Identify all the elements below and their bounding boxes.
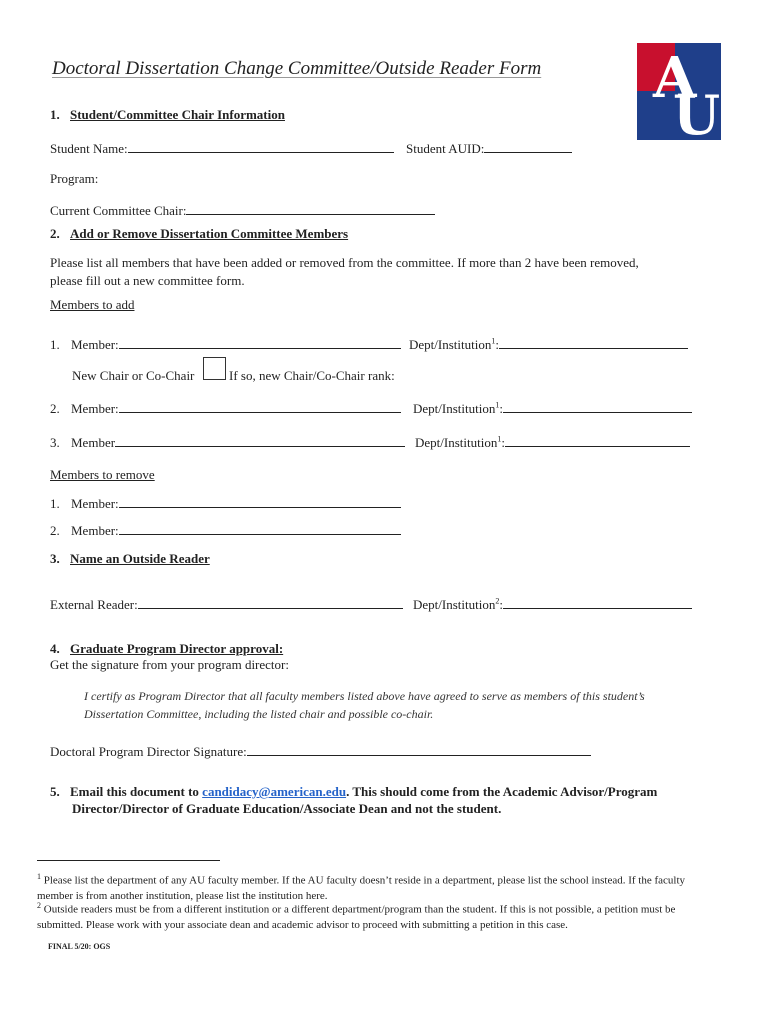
remove-member-1-field[interactable] bbox=[119, 495, 401, 508]
section1-number: 1. bbox=[50, 107, 60, 122]
add-member-1-dept-row bbox=[409, 336, 688, 353]
footnote-divider bbox=[37, 860, 220, 861]
section2-instructions-2: please fill out a new committee form. bbox=[50, 273, 245, 288]
section1-heading bbox=[50, 107, 285, 123]
section4-title: Graduate Program Director approval: bbox=[70, 641, 284, 656]
add-member-3-dept-field[interactable] bbox=[505, 434, 690, 447]
remove-member-2-label: Member: bbox=[71, 523, 119, 538]
footnote-ref-1: 1 bbox=[497, 434, 502, 444]
section5-text-before: Email this document to bbox=[70, 784, 203, 799]
section4-number: 4. bbox=[50, 641, 60, 656]
add-member-2-dept-row bbox=[413, 400, 692, 417]
add-member-2-field[interactable] bbox=[119, 400, 401, 413]
chair-field[interactable] bbox=[186, 202, 435, 215]
section2-number: 2. bbox=[50, 226, 60, 241]
logo-letter-a: A bbox=[653, 45, 697, 111]
remove-member-2-field[interactable] bbox=[119, 522, 401, 535]
external-reader-row bbox=[50, 596, 403, 613]
add-member-2-dept-field[interactable] bbox=[503, 400, 692, 413]
add-member-2-dept-label: Dept/Institution bbox=[413, 401, 496, 416]
external-dept-colon: : bbox=[499, 597, 503, 612]
add-member-1-row bbox=[50, 336, 401, 353]
student-name-row bbox=[50, 140, 394, 157]
section5-text-after: . This should come from the Academic Advisor/Program bbox=[346, 784, 658, 799]
signature-field[interactable] bbox=[247, 743, 591, 756]
student-auid-row bbox=[406, 140, 572, 157]
members-to-add-heading: Members to add bbox=[50, 297, 135, 312]
footnote-1-text: Please list the department of any AU faculty member. If the AU faculty doesn’t reside in a department, please list the school instead. If the faculty member is from another institution, please list the institution here. bbox=[37, 874, 686, 902]
add-member-3-row bbox=[50, 434, 405, 451]
certification-statement: I certify as Program Director that all faculty members listed above have agreed to serve as members of this student’s Dissertation Committee, including the listed chair and possible co-chair. bbox=[84, 689, 645, 721]
footnote-ref-1: 1 bbox=[491, 336, 496, 346]
student-name-field[interactable] bbox=[128, 140, 394, 153]
new-chair-label: New Chair or Co-Chair bbox=[72, 368, 195, 383]
add-member-3-field[interactable] bbox=[115, 434, 405, 447]
add-member-1-dept-label: Dept/Institution bbox=[409, 337, 492, 352]
student-auid-label: Student AUID: bbox=[406, 141, 485, 156]
section2-title: Add or Remove Dissertation Committee Members bbox=[70, 226, 349, 241]
external-reader-field[interactable] bbox=[138, 596, 403, 609]
remove-member-2-number: 2. bbox=[50, 523, 60, 538]
chair-label: Current Committee Chair: bbox=[50, 203, 187, 218]
add-member-3-dept-row bbox=[415, 434, 690, 451]
footnote-2 bbox=[37, 898, 707, 933]
section3-title: Name an Outside Reader bbox=[70, 551, 210, 566]
add-member-3-dept-colon: : bbox=[501, 435, 505, 450]
section3-heading bbox=[50, 551, 210, 567]
add-member-1-dept-field[interactable] bbox=[499, 336, 688, 349]
add-member-1-number: 1. bbox=[50, 337, 60, 352]
footnote-ref-2: 2 bbox=[495, 596, 500, 606]
section5-number: 5. bbox=[50, 784, 60, 799]
form-title: Doctoral Dissertation Change Committee/Outside Reader Form bbox=[52, 58, 542, 79]
footer-version: FINAL 5/20: OGS bbox=[48, 942, 111, 951]
section3-number: 3. bbox=[50, 551, 60, 566]
add-member-2-row bbox=[50, 400, 401, 417]
au-logo bbox=[637, 43, 721, 140]
add-member-1-field[interactable] bbox=[119, 336, 401, 349]
remove-member-1-label: Member: bbox=[71, 496, 119, 511]
footnote-2-marker: 2 bbox=[37, 901, 41, 910]
candidacy-email-link[interactable]: candidacy@american.edu bbox=[202, 784, 347, 799]
remove-member-1-number: 1. bbox=[50, 496, 60, 511]
add-member-3-dept-label: Dept/Institution bbox=[415, 435, 498, 450]
footnote-1-marker: 1 bbox=[37, 872, 41, 881]
external-dept-row bbox=[413, 596, 692, 613]
new-chair-rank-label: If so, new Chair/Co-Chair rank: bbox=[229, 368, 395, 383]
chair-row bbox=[50, 202, 435, 219]
footnote-ref-1: 1 bbox=[495, 400, 500, 410]
add-member-2-label: Member: bbox=[71, 401, 119, 416]
new-chair-checkbox[interactable] bbox=[203, 357, 226, 380]
section5-line2: Director/Director of Graduate Education/Associate Dean and not the student. bbox=[72, 801, 502, 816]
footnote-2-text: Outside readers must be from a different institution or a different department/program than the student. If this is not possible, a petition must be submitted. Please work with your associate dean and academic advisor to proceed with submitting a petition in this case. bbox=[37, 903, 676, 931]
add-member-2-dept-colon: : bbox=[499, 401, 503, 416]
program-label: Program: bbox=[50, 171, 99, 186]
external-dept-label: Dept/Institution bbox=[413, 597, 496, 612]
signature-row bbox=[50, 743, 591, 760]
section4-subtext: Get the signature from your program director: bbox=[50, 657, 289, 672]
student-auid-field[interactable] bbox=[484, 140, 572, 153]
add-member-3-label: Member bbox=[71, 435, 116, 450]
section4-heading bbox=[50, 641, 283, 657]
members-to-remove-heading: Members to remove bbox=[50, 467, 155, 482]
logo-letter-u: U bbox=[673, 83, 721, 140]
add-member-3-number: 3. bbox=[50, 435, 60, 450]
external-reader-label: External Reader: bbox=[50, 597, 138, 612]
section1-title: Student/Committee Chair Information bbox=[70, 107, 285, 122]
remove-member-1-row bbox=[50, 495, 401, 512]
external-dept-field[interactable] bbox=[503, 596, 692, 609]
signature-label: Doctoral Program Director Signature: bbox=[50, 744, 247, 759]
section2-heading bbox=[50, 226, 348, 242]
add-member-1-label: Member: bbox=[71, 337, 119, 352]
add-member-1-dept-colon: : bbox=[495, 337, 499, 352]
student-name-label: Student Name: bbox=[50, 141, 128, 156]
remove-member-2-row bbox=[50, 522, 401, 539]
section5-line1 bbox=[50, 784, 657, 800]
section2-instructions-1: Please list all members that have been added or removed from the committee. If more than 2 have been removed, bbox=[50, 255, 639, 270]
add-member-2-number: 2. bbox=[50, 401, 60, 416]
